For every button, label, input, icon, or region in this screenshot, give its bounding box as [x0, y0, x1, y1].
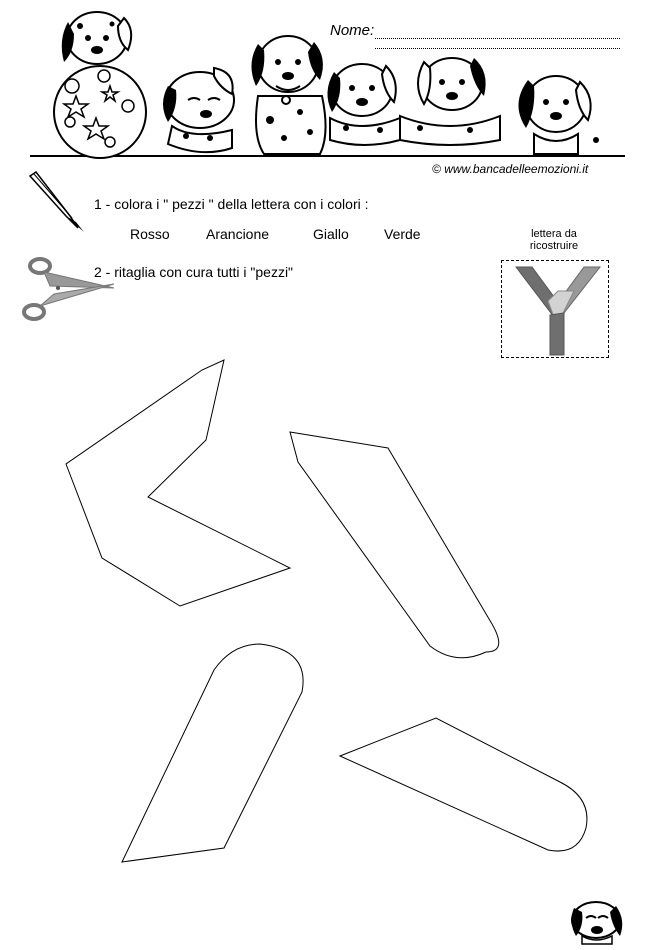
- puppy-1: [62, 12, 131, 64]
- color-option-giallo: Giallo: [313, 226, 349, 242]
- color-option-verde: Verde: [384, 226, 421, 242]
- name-dotted-line: [375, 38, 620, 39]
- puppy-4: [327, 64, 400, 145]
- pencil-icon: [26, 170, 86, 240]
- instruction-step-1: 1 - colora i " pezzi " della lettera con i colori :: [94, 196, 369, 212]
- puppy-5: [400, 58, 500, 145]
- piece-chevron[interactable]: [66, 360, 290, 606]
- website-text: www.bancadelleemozioni.it: [444, 162, 589, 176]
- instruction-step-2: 2 - ritaglia con cura tutti i "pezzi": [94, 264, 294, 280]
- reference-caption-line-2: ricostruire: [529, 240, 579, 252]
- cutout-pieces: [0, 340, 650, 940]
- puppy-2: [163, 68, 234, 152]
- reference-caption: [506, 228, 602, 252]
- color-option-rosso: Rosso: [130, 226, 170, 242]
- color-option-arancione: Arancione: [206, 226, 270, 242]
- name-label: Nome:: [330, 22, 375, 39]
- piece-wedge[interactable]: [340, 718, 587, 851]
- piece-diagonal-lower[interactable]: [122, 644, 303, 862]
- name-dotted-line-2: [375, 48, 620, 49]
- copyright-icon: ©: [432, 162, 441, 176]
- reference-caption-line-1: lettera da: [531, 228, 577, 240]
- website-credit: [432, 162, 588, 176]
- ball-with-stars: [54, 66, 146, 158]
- name-field[interactable]: [330, 22, 620, 52]
- puppy-corner: [568, 896, 628, 946]
- puppy-6: [518, 76, 599, 154]
- piece-diagonal-upper[interactable]: [290, 432, 499, 658]
- puppy-3: [251, 36, 325, 154]
